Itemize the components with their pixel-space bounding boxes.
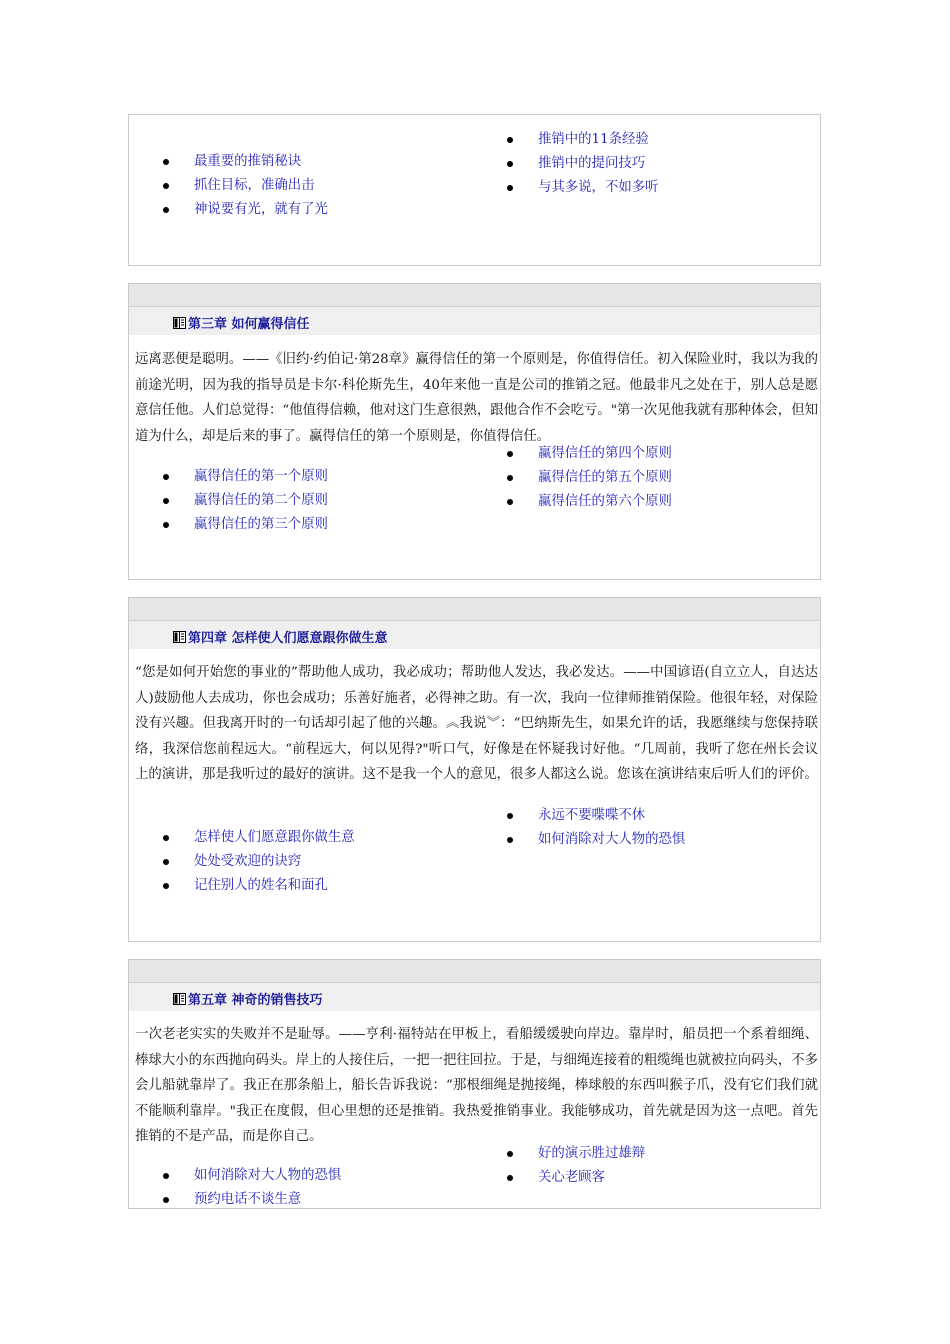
bullet-icon [507,1151,513,1157]
link-list-left [163,465,328,537]
list-item [163,1164,341,1188]
bullet-icon [507,475,513,481]
section-header-bar [129,284,820,307]
list-item [507,466,672,490]
list-item [507,828,685,852]
chapter-link[interactable]: 赢得信任的第五个原则 [538,470,672,485]
bullet-icon [507,813,513,819]
chapter-title-text: 第四章 怎样使人们愿意跟你做生意 [188,631,388,646]
list-item [163,513,328,537]
chapter-link[interactable]: 赢得信任的第六个原则 [538,494,672,509]
chapter-link[interactable]: 好的演示胜过雄辩 [538,1146,646,1161]
chapter-link[interactable]: 关心老顾客 [538,1170,605,1185]
list-item [507,442,672,466]
list-item [163,489,328,513]
link-list-right [507,804,685,852]
link-list-left [163,826,355,898]
bullet-icon [507,837,513,843]
chapter-link[interactable]: 赢得信任的第二个原则 [194,493,328,508]
chapter-link[interactable]: 怎样使人们愿意跟你做生意 [194,830,355,845]
list-item [507,490,672,514]
chapter-link[interactable]: 永远不要喋喋不休 [538,808,646,823]
chapter-title-text: 第五章 神奇的销售技巧 [188,993,323,1008]
chapter-link[interactable]: 记住别人的姓名和面孔 [194,878,328,893]
chapter-heading-bar [129,621,820,649]
bullet-icon [507,185,513,191]
list-item [507,152,659,176]
chapter-heading-bar [129,983,820,1011]
bullet-icon [507,161,513,167]
chapter-title[interactable] [173,627,388,646]
chapter-section-4 [128,597,821,942]
section-header-bar [129,598,820,621]
list-item [507,1166,645,1190]
link-list-right [507,1142,645,1190]
list-item [163,198,328,222]
link-list-left [163,1164,341,1212]
list-item [163,174,328,198]
book-icon [173,993,186,1005]
chapter-link[interactable]: 赢得信任的第三个原则 [194,517,328,532]
link-list-left [163,150,328,222]
link-list-right [507,128,659,200]
chapter-link[interactable]: 抓住目标，准确出击 [194,178,315,193]
chapter-title-text: 第三章 如何赢得信任 [188,317,310,332]
chapter-link[interactable]: 如何消除对大人物的恐惧 [538,832,686,847]
bullet-icon [163,183,169,189]
bullet-icon [163,835,169,841]
bullet-icon [507,1175,513,1181]
bullet-icon [163,1197,169,1203]
bullet-icon [163,883,169,889]
bullet-icon [507,137,513,143]
chapter-section-5 [128,959,821,1209]
bullet-icon [507,499,513,505]
list-item [163,874,355,898]
chapter-title[interactable] [173,313,310,332]
chapter-link[interactable]: 与其多说，不如多听 [538,180,659,195]
list-item [507,128,659,152]
chapter-link[interactable]: 推销中的提问技巧 [538,156,646,171]
chapter-link[interactable]: 处处受欢迎的诀窍 [194,854,302,869]
bullet-icon [163,859,169,865]
chapter-section-3 [128,283,821,580]
section-header-bar [129,960,820,983]
chapter-link[interactable]: 神说要有光，就有了光 [194,202,328,217]
chapter-link[interactable]: 预约电话不谈生意 [194,1192,302,1207]
chapter-link[interactable]: 如何消除对大人物的恐惧 [194,1168,342,1183]
list-item [163,1188,341,1212]
chapter-title[interactable] [173,989,323,1008]
chapter-link[interactable]: 赢得信任的第四个原则 [538,446,672,461]
list-item [507,1142,645,1166]
chapter-heading-bar [129,307,820,335]
bullet-icon [507,451,513,457]
link-list-right [507,442,672,514]
chapter-link[interactable]: 推销中的11条经验 [538,132,649,147]
bullet-icon [163,1173,169,1179]
list-item [163,465,328,489]
chapter-link[interactable]: 最重要的推销秘诀 [194,154,302,169]
chapter-section-1 [128,114,821,266]
bullet-icon [163,474,169,480]
chapter-intro: 一次老老实实的失败并不是耻辱。——亨利·福特站在甲板上，看船缓缓驶向岸边。靠岸时，船员把一个系着细绳、棒球大小的东西抛向码头。岸上的人接住后，一把一把往回拉。于是，与细绳连接着的粗缆绳也就被拉向码头，不多会儿船就靠岸了。我正在那条船上，船长告诉我说：“那根细绳是抛接绳，棒球般的东西叫猴子爪，没有它们我们就不能顺利靠岸。"我正在度假，但心里想的还是推销。我热爱推销事业。我能够成功，首先就是因为这一点吧。首先推销的不是产品，而是你自己。 [135,1027,818,1144]
bullet-icon [163,159,169,165]
chapter-intro: “您是如何开始您的事业的”帮助他人成功，我必成功；帮助他人发达，我必发达。——中国谚语(自立立人，自达达人)鼓励他人去成功，你也会成功；乐善好施者，必得神之助。有一次，我向一位律师推销保险。他很年轻，对保险没有兴趣。但我离开时的一句话却引起了他的兴趣。︽我说︾：“巴纳斯先生，如果允许的话，我愿继续与您保持联络，我深信您前程远大。“前程远大，何以见得?"听口气，好像是在怀疑我讨好他。“几周前，我听了您在州长会议上的演讲，那是我听过的最好的演讲。这不是我一个人的意见，很多人都这么说。您该在演讲结束后听人们的评价。 [135,665,818,782]
book-icon [173,317,186,329]
list-item [507,804,685,828]
bullet-icon [163,522,169,528]
list-item [163,826,355,850]
chapter-intro: 远离恶便是聪明。——《旧约·约伯记·第28章》赢得信任的第一个原则是，你值得信任。初入保险业时，我以为我的前途光明，因为我的指导员是卡尔·科伦斯先生，40年来他一直是公司的推销之冠。他最非凡之处在于，别人总是愿意信任他。人们总觉得：“他值得信赖，他对这门生意很熟，跟他合作不会吃亏。"第一次见他我就有那种体会，但知道为什么，却是后来的事了。赢得信任的第一个原则是，你值得信任。 [135,352,818,444]
list-item [163,850,355,874]
bullet-icon [163,207,169,213]
chapter-link[interactable]: 赢得信任的第一个原则 [194,469,328,484]
list-item [507,176,659,200]
list-item [163,150,328,174]
bullet-icon [163,498,169,504]
book-icon [173,631,186,643]
